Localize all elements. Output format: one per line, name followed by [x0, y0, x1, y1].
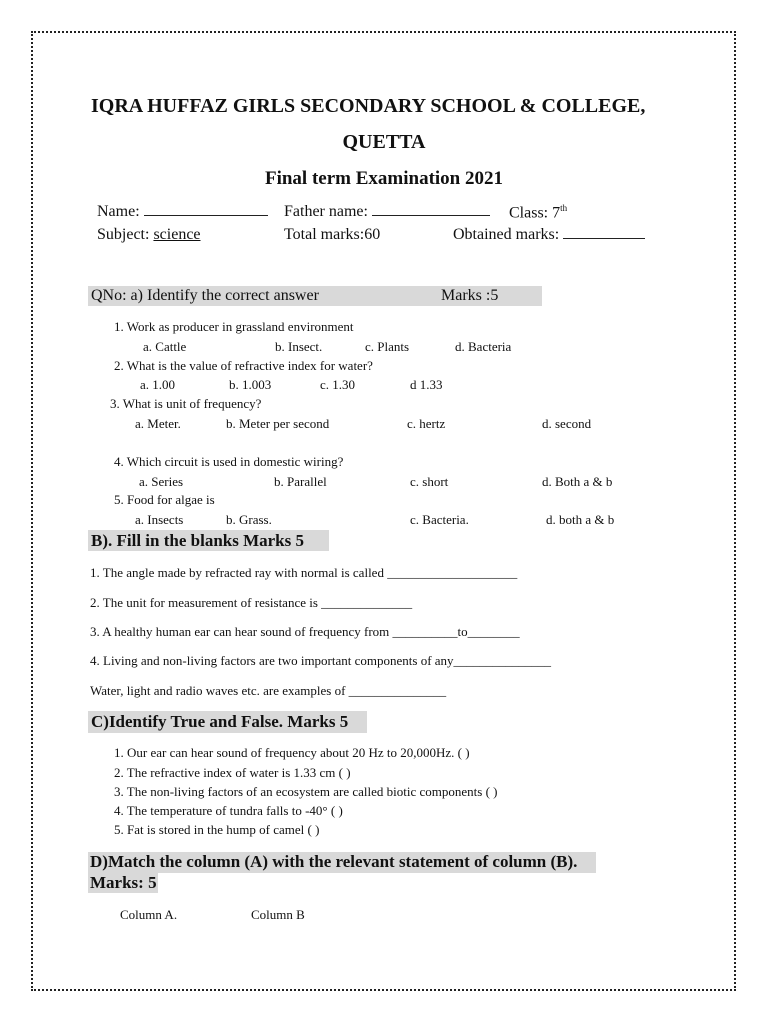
true-false-5[interactable]: 5. Fat is stored in the hump of camel ( ): [114, 822, 320, 837]
father-name-blank[interactable]: [372, 203, 490, 216]
mcq-2-option-d[interactable]: d 1.33: [410, 377, 443, 392]
name-label: Name:: [97, 203, 140, 220]
name-blank[interactable]: [144, 203, 268, 216]
obtained-marks-field: [453, 226, 645, 244]
mcq-question-4: 4. Which circuit is used in domestic wiring?: [114, 454, 344, 469]
name-field: [97, 203, 268, 221]
section-b-heading: B). Fill in the blanks Marks 5: [91, 531, 305, 550]
mcq-5-option-c[interactable]: c. Bacteria.: [410, 512, 469, 527]
column-b-header: Column B: [251, 907, 305, 922]
section-d-marks: Marks: 5: [90, 873, 157, 892]
mcq-3-option-d[interactable]: d. second: [542, 416, 592, 431]
fill-blank-2[interactable]: 2. The unit for measurement of resistance is ______________: [90, 595, 413, 610]
mcq-3-option-a[interactable]: a. Meter.: [135, 416, 181, 431]
exam-title: Final term Examination 2021: [264, 168, 504, 189]
mcq-question-3: 3. What is unit of frequency?: [110, 396, 262, 411]
class-suffix: th: [560, 203, 568, 213]
mcq-4-option-a[interactable]: a. Series: [139, 474, 184, 489]
class-field: [509, 203, 567, 222]
true-false-4[interactable]: 4. The temperature of tundra falls to -40° ( ): [114, 803, 343, 818]
mcq-1-option-c[interactable]: c. Plants: [365, 339, 410, 354]
father-name-label: Father name:: [284, 203, 368, 220]
father-name-field: [284, 203, 490, 221]
fill-blank-4[interactable]: 4. Living and non-living factors are two important components of any_______________: [90, 653, 552, 668]
mcq-4-option-d[interactable]: d. Both a & b: [542, 474, 613, 489]
mcq-question-2: 2. What is the value of refractive index for water?: [114, 358, 373, 373]
section-d-heading: D)Match the column (A) with the relevant statement of column (B).: [90, 852, 578, 871]
mcq-2-option-a[interactable]: a. 1.00: [140, 377, 176, 392]
school-city: QUETTA: [342, 131, 426, 153]
section-a-marks: Marks :5: [441, 287, 499, 304]
true-false-3[interactable]: 3. The non-living factors of an ecosystem are called biotic components ( ): [114, 784, 498, 799]
fill-blank-1[interactable]: 1. The angle made by refracted ray with normal is called ____________________: [90, 565, 518, 580]
class-label: Class: 7: [509, 204, 561, 222]
mcq-question-5: 5. Food for algae is: [114, 492, 215, 507]
subject-field: [97, 226, 201, 244]
mcq-5-option-b[interactable]: b. Grass.: [226, 512, 272, 527]
obtained-marks-blank[interactable]: [563, 226, 645, 239]
mcq-3-option-c[interactable]: c. hertz: [407, 416, 446, 431]
mcq-1-option-d[interactable]: d. Bacteria: [455, 339, 512, 354]
school-name: IQRA HUFFAZ GIRLS SECONDARY SCHOOL & COLLEGE,: [91, 95, 646, 117]
true-false-1[interactable]: 1. Our ear can hear sound of frequency about 20 Hz to 20,000Hz. ( ): [114, 745, 470, 760]
mcq-4-option-b[interactable]: b. Parallel: [274, 474, 327, 489]
mcq-5-option-a[interactable]: a. Insects: [135, 512, 184, 527]
section-a-heading: QNo: a) Identify the correct answer: [91, 287, 319, 304]
mcq-4-option-c[interactable]: c. short: [410, 474, 449, 489]
column-a-header: Column A.: [120, 907, 178, 922]
section-c-heading: C)Identify True and False. Marks 5: [91, 712, 349, 731]
fill-blank-5[interactable]: Water, light and radio waves etc. are examples of _______________: [90, 683, 447, 698]
mcq-2-option-b[interactable]: b. 1.003: [229, 377, 272, 392]
mcq-2-option-c[interactable]: c. 1.30: [320, 377, 356, 392]
mcq-1-option-b[interactable]: b. Insect.: [275, 339, 323, 354]
subject-value: science: [153, 226, 201, 243]
mcq-3-option-b[interactable]: b. Meter per second: [226, 416, 330, 431]
mcq-5-option-d[interactable]: d. both a & b: [546, 512, 615, 527]
true-false-2[interactable]: 2. The refractive index of water is 1.33 cm ( ): [114, 765, 351, 780]
mcq-1-option-a[interactable]: a. Cattle: [143, 339, 187, 354]
obtained-marks-label: Obtained marks:: [453, 226, 560, 243]
total-marks: Total marks:60: [284, 226, 381, 243]
subject-label: Subject:: [97, 226, 150, 243]
mcq-question-1: 1. Work as producer in grassland environment: [114, 319, 354, 334]
fill-blank-3[interactable]: 3. A healthy human ear can hear sound of frequency from __________to________: [90, 624, 520, 639]
